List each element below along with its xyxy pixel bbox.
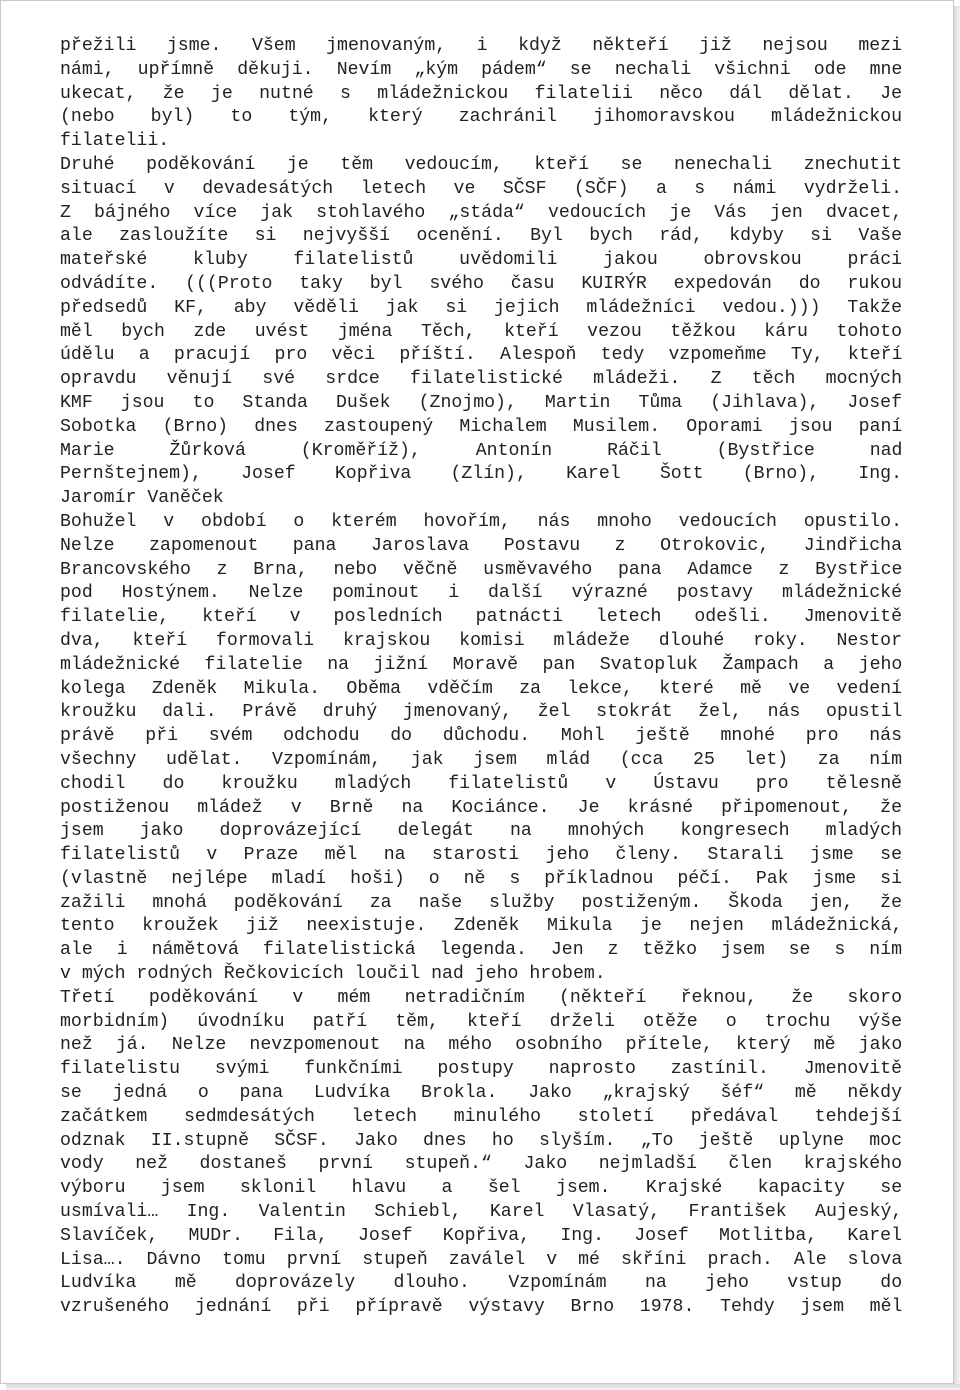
text-line: opravdu věnují své srdce filatelistické mládeži. Z těch mocných	[60, 369, 902, 390]
text-line: KMF jsou to Standa Dušek (Znojmo), Martin Tůma (Jihlava), Josef	[60, 392, 902, 413]
text-line: ale i námětová filatelistická legenda. Jen z těžko jsem se s ním	[60, 940, 902, 961]
page-shadow-right	[954, 6, 960, 1390]
text-line: Sobotka (Brno) dnes zastoupený Michalem Musilem. Oporami jsou paní	[60, 416, 903, 437]
page-shadow-bottom	[6, 1384, 960, 1390]
text-line: filatelistu svými funkčními postupy naprosto zastínil. Jmenovitě	[60, 1059, 902, 1080]
text-line: odvádíte. (((Proto taky byl svého času KUIRÝR expedován do rukou	[60, 273, 902, 294]
text-line: Druhé poděkování je těm vedoucím, kteří se nenechali znechutit	[60, 154, 902, 175]
text-line: Nelze zapomenout pana Jaroslava Postavu z Otrokovic, Jindřicha	[60, 535, 902, 556]
document-body-text	[60, 35, 902, 1320]
text-line: Třetí poděkování v mém netradičním (někteří řeknou, že skoro	[60, 987, 902, 1008]
text-line: ukecat, že je nutné s mládežnickou filatelii něco dál dělat. Je	[60, 83, 902, 104]
text-line: Lisa…. Dávno tomu první stupeň zaválel v mé skříni prach. Ale slova	[60, 1249, 903, 1270]
text-line: právě při svém odchodu do důchodu. Mohl ještě mnohé pro nás	[60, 726, 902, 747]
text-line: postiženou mládež v Brně na Kociánce. Je krásné připomenout, že	[60, 797, 902, 818]
text-line: odznak II.stupně SČSF. Jako dnes ho slyším. „To ještě uplyne moc	[60, 1130, 902, 1151]
text-line: filatelii.	[60, 131, 170, 152]
text-line: jsem jako doprovázející delegát na mnohých kongresech mladých	[60, 821, 902, 842]
text-line: (vlastně nejlépe mladí hoši) o ně s příkladnou péčí. Pak jsme si	[60, 868, 902, 889]
text-line: údělu a pracují pro věci příští. Alespoň tedy vzpomeňme Ty, kteří	[60, 345, 903, 366]
text-line: Z bájného více jak stohlavého „stáda“ vedoucích je Vás jen dvacet,	[60, 202, 903, 223]
text-line: filatelistů v Praze měl na starosti jeho členy. Starali jsme se	[60, 845, 902, 866]
text-line: Jaromír Vaněček	[60, 488, 224, 509]
text-line: všechny udělat. Vzpomínám, jak jsem mlád (cca 25 let) za ním	[60, 749, 902, 770]
text-line: předsedů KF, aby věděli jak si jejich mládežníci vedou.))) Takže	[60, 297, 902, 318]
text-line: se jedná o pana Ludvíka Brokla. Jako „krajský šéf“ mě někdy	[60, 1083, 902, 1104]
text-line: Ludvíka mě doprovázely dlouho. Vzpomínám na jeho vstup do	[60, 1273, 903, 1294]
text-line: situací v devadesátých letech ve SČSF (SČF) a s námi vydrželi.	[60, 178, 902, 199]
text-line: filatelie, kteří v posledních patnácti letech odešli. Jmenovitě	[60, 607, 902, 628]
text-line: začátkem sedmdesátých letech minulého století předával tehdejší	[60, 1106, 902, 1127]
text-line: přežili jsme. Všem jmenovaným, i když někteří již nejsou mezi	[60, 36, 902, 56]
text-line: tento kroužek již neexistuje. Zdeněk Mikula je nejen mládežnická,	[60, 916, 903, 937]
text-line: Marie Žůrková (Kroměříž), Antonín Ráčil (Bystřice nad	[60, 440, 903, 461]
text-line: pod Hostýnem. Nelze pominout i další výrazné postavy mládežnické	[60, 583, 902, 604]
text-line: ale zasloužíte si nejvyšší ocenění. Byl bych rád, kdyby si Vaše	[60, 226, 902, 247]
text-line: v mých rodných Řečkovicích loučil nad jeho hrobem.	[60, 964, 606, 985]
text-line: dva, kteří formovali krajskou komisi mládeže dlouhé roky. Nestor	[60, 630, 902, 651]
text-line: výboru jsem sklonil hlavu a šel jsem. Krajské kapacity se	[60, 1178, 903, 1199]
text-line: námi, upřímně děkuji. Nevím „kým pádem“ se nechali všichni ode mne	[60, 59, 903, 80]
text-line: kroužku dali. Právě druhý jmenovaný, žel stokrát žel, nás opustil	[60, 702, 903, 723]
text-line: než já. Nelze nevzpomenout na mého osobního přítele, který mě jako	[60, 1035, 903, 1056]
text-line: vzrušeného jednání při přípravě výstavy Brno 1978. Tehdy jsem měl	[60, 1297, 903, 1318]
text-line: morbidním) úvodníku patří těm, kteří drželi otěže o trochu výše	[60, 1011, 902, 1032]
text-line: zažili mnohá poděkování za naše služby postiženým. Škoda jen, že	[60, 892, 902, 913]
text-line: mateřské kluby filatelistů uvědomili jakou obrovskou práci	[60, 250, 903, 271]
text-line: Bohužel v období o kterém hovořím, nás mnoho vedoucích opustilo.	[60, 511, 902, 532]
text-line: vody než dostaneš první stupeň.“ Jako nejmladší člen krajského	[60, 1154, 902, 1175]
text-line: (nebo byl) to tým, který zachránil jihomoravskou mládežnickou	[60, 107, 902, 128]
text-line: usmívali… Ing. Valentin Schiebl, Karel Vlasatý, František Aujeský,	[60, 1202, 903, 1223]
text-line: měl bych zde uvést jména Těch, kteří vezou těžkou káru tohoto	[60, 321, 902, 342]
text-line: chodil do kroužku mladých filatelistů v Ústavu pro tělesně	[60, 773, 903, 794]
text-line: mládežnické filatelie na jižní Moravě pan Svatopluk Žampach a jeho	[60, 654, 903, 675]
text-line: Slavíček, MUDr. Fila, Josef Kopřiva, Ing. Josef Motlitba, Karel	[60, 1225, 902, 1246]
text-line: kolega Zdeněk Mikula. Oběma vděčím za lekce, které mě ve vedení	[60, 678, 902, 699]
text-line: Pernštejnem), Josef Kopřiva (Zlín), Karel Šott (Brno), Ing.	[60, 464, 902, 485]
text-line: Brancovského z Brna, nebo věčně usměvavého pana Adamce z Bystřice	[60, 559, 903, 580]
